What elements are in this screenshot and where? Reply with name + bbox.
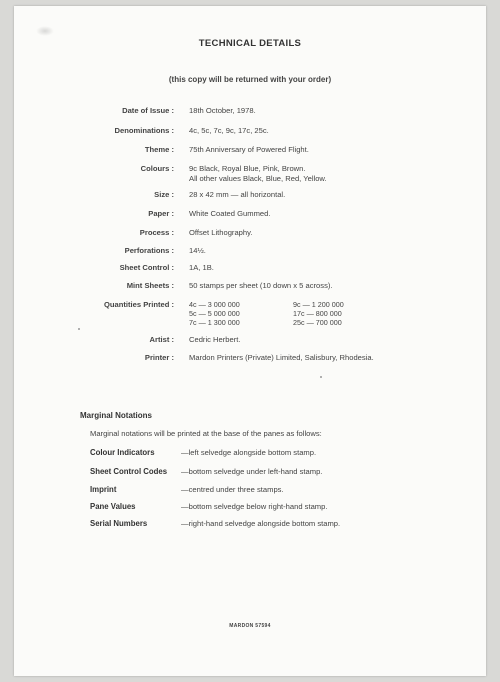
detail-label: Artist : <box>149 335 174 344</box>
notation-label: Serial Numbers <box>90 519 148 528</box>
notation-value: —bottom selvedge below right-hand stamp. <box>181 502 328 511</box>
marginal-notations-heading: Marginal Notations <box>80 411 153 420</box>
detail-value: 18th October, 1978. <box>189 106 256 115</box>
notation-label: Sheet Control Codes <box>90 467 168 476</box>
detail-value: Cedric Herbert. <box>189 335 241 344</box>
page-subtitle: (this copy will be returned with your order) <box>168 75 332 84</box>
detail-value: Mardon Printers (Private) Limited, Salisbury, Rhodesia. <box>189 353 374 362</box>
notation-value: —bottom selvedge under left-hand stamp. <box>181 467 323 476</box>
detail-label: Theme : <box>144 145 174 154</box>
detail-value: 50 stamps per sheet (10 down x 5 across). <box>189 281 333 290</box>
paper-speck <box>320 376 322 378</box>
quantity-right-1: 17c — 800 000 <box>293 309 342 318</box>
quantity-left-1: 5c — 5 000 000 <box>189 309 240 318</box>
detail-value: 14½. <box>189 246 206 255</box>
detail-label: Size : <box>154 190 174 199</box>
paper-smudge <box>36 26 54 36</box>
detail-label: Date of Issue : <box>122 106 174 115</box>
notation-label: Imprint <box>90 485 117 494</box>
notation-label: Colour Indicators <box>90 448 155 457</box>
detail-value: 1A, 1B. <box>189 263 214 272</box>
detail-label: Colours : <box>140 164 174 173</box>
paper-speck <box>78 328 80 330</box>
detail-value: 28 x 42 mm — all horizontal. <box>189 190 286 199</box>
detail-value: 4c, 5c, 7c, 9c, 17c, 25c. <box>189 126 269 135</box>
detail-label: Sheet Control : <box>119 263 174 272</box>
notation-value: —right-hand selvedge alongside bottom stamp. <box>181 519 341 528</box>
notation-value: —left selvedge alongside bottom stamp. <box>181 448 317 457</box>
quantity-right-2: 25c — 700 000 <box>293 318 342 327</box>
quantity-left-0: 4c — 3 000 000 <box>189 300 240 309</box>
document-page <box>14 6 486 676</box>
quantity-left-2: 7c — 1 300 000 <box>189 318 240 327</box>
page-title: TECHNICAL DETAILS <box>198 38 302 49</box>
detail-label: Perforations : <box>124 246 174 255</box>
notation-label: Pane Values <box>90 502 136 511</box>
detail-label: Paper : <box>148 209 174 218</box>
detail-label: Mint Sheets : <box>126 281 174 290</box>
detail-label: Quantities Printed : <box>103 300 174 309</box>
printer-code-footer: MARDON 57594 <box>229 623 271 629</box>
detail-value: Offset Lithography. <box>189 228 253 237</box>
detail-label: Printer : <box>144 353 174 362</box>
detail-label: Denominations : <box>114 126 174 135</box>
quantity-right-0: 9c — 1 200 000 <box>293 300 344 309</box>
detail-value: 75th Anniversary of Powered Flight. <box>189 145 309 154</box>
marginal-notations-intro: Marginal notations will be printed at the base of the panes as follows: <box>90 429 322 438</box>
detail-value: White Coated Gummed. <box>189 209 271 218</box>
detail-value-line2: All other values Black, Blue, Red, Yellow. <box>189 174 327 183</box>
notation-value: —centred under three stamps. <box>181 485 284 494</box>
detail-value: 9c Black, Royal Blue, Pink, Brown. <box>189 164 306 173</box>
detail-label: Process : <box>139 228 174 237</box>
